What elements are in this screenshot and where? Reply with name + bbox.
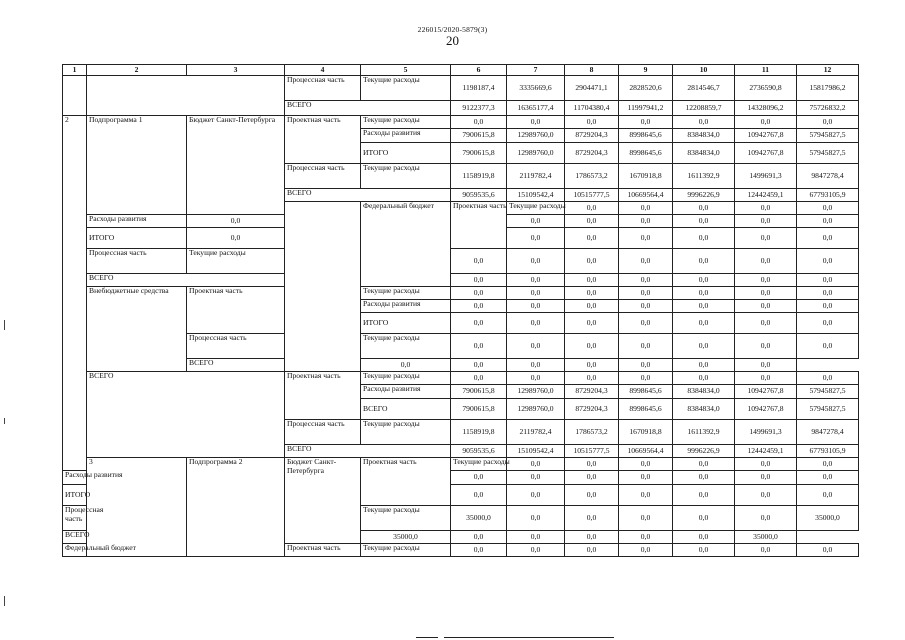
- value-cell: 15109542,4: [507, 189, 565, 202]
- funding-source-cell: Бюджет Санкт-Петербурга: [285, 458, 361, 544]
- value-cell: 0,0: [565, 202, 619, 215]
- value-cell: 0,0: [451, 359, 507, 372]
- value-cell: 8998645,6: [619, 129, 673, 143]
- value-cell: 0,0: [187, 228, 285, 249]
- value-cell: 0,0: [673, 372, 735, 385]
- value-cell: 0,0: [797, 202, 859, 215]
- value-cell: 0,0: [507, 228, 565, 249]
- value-cell: 35000,0: [797, 506, 859, 531]
- expense-type-cell: Расходы развития: [87, 215, 187, 228]
- part-cell: Процессная часть: [187, 334, 285, 359]
- value-cell: 10942767,8: [735, 385, 797, 399]
- funding-source-cell: Федеральный бюджет: [361, 202, 451, 287]
- part-cell: Проектная часть: [187, 287, 285, 334]
- value-cell: 8729204,3: [565, 385, 619, 399]
- value-cell: 0,0: [673, 506, 735, 531]
- expense-type-cell: Расходы развития: [361, 129, 451, 143]
- value-cell: 10942767,8: [735, 399, 797, 420]
- budget-table: [62, 64, 859, 557]
- value-cell: 0,0: [673, 202, 735, 215]
- part-cell: Проектная часть: [285, 544, 361, 557]
- value-cell: 0,0: [673, 287, 735, 300]
- subprogram-cell: Подпрограмма 1: [87, 116, 187, 215]
- value-cell: 8384834,0: [673, 399, 735, 420]
- value-cell: 3335669,6: [507, 76, 565, 101]
- expense-type-cell: Расходы развития: [63, 471, 87, 485]
- value-cell: 9059535,6: [451, 445, 507, 458]
- expense-type-cell: Текущие расходы: [361, 544, 451, 557]
- value-cell: 67793105,9: [797, 189, 859, 202]
- value-cell: 10669564,4: [619, 189, 673, 202]
- value-cell: 0,0: [735, 116, 797, 129]
- value-cell: 0,0: [673, 334, 735, 359]
- bottom-rule: [416, 637, 438, 638]
- value-cell: 0,0: [451, 372, 507, 385]
- value-cell: 0,0: [673, 300, 735, 313]
- value-cell: 0,0: [797, 458, 859, 471]
- expense-type-cell: ИТОГО: [87, 228, 187, 249]
- value-cell: 7900615,8: [451, 385, 507, 399]
- value-cell: 0,0: [735, 359, 797, 372]
- value-cell: 12208859,7: [673, 101, 735, 116]
- subprogram-cell: [285, 202, 361, 372]
- bottom-rule: [444, 637, 614, 638]
- value-cell: 0,0: [187, 215, 285, 228]
- value-cell: 1786573,2: [565, 164, 619, 189]
- value-cell: 8729204,3: [565, 129, 619, 143]
- page-number: 20: [446, 33, 459, 48]
- row-number-cell: [63, 76, 87, 116]
- value-cell: 1198187,4: [451, 76, 507, 101]
- value-cell: 1611392,9: [673, 420, 735, 445]
- column-number-row: [63, 65, 859, 76]
- value-cell: 0,0: [507, 287, 565, 300]
- program-cell: [87, 76, 285, 116]
- part-cell: Процессная часть: [63, 506, 87, 531]
- value-cell: 0,0: [451, 544, 507, 557]
- value-cell: 9122377,3: [451, 101, 507, 116]
- value-cell: 0,0: [673, 471, 735, 485]
- value-cell: 0,0: [565, 458, 619, 471]
- value-cell: 0,0: [735, 372, 797, 385]
- table-row: [63, 458, 859, 471]
- funding-source-cell: Внебюджетные средства: [87, 287, 187, 372]
- value-cell: 0,0: [797, 228, 859, 249]
- total-label-cell: ВСЕГО: [63, 531, 187, 544]
- row-number-cell: 2: [63, 116, 87, 471]
- value-cell: 0,0: [735, 544, 797, 557]
- value-cell: 0,0: [619, 202, 673, 215]
- value-cell: 0,0: [451, 313, 507, 334]
- value-cell: 12442459,1: [735, 445, 797, 458]
- expense-type-cell: Расходы развития: [361, 385, 451, 399]
- value-cell: 0,0: [797, 544, 859, 557]
- value-cell: 0,0: [735, 202, 797, 215]
- part-cell: Процессная часть: [285, 420, 361, 445]
- value-cell: 8384834,0: [673, 129, 735, 143]
- document-id: 226015/2020-5879(3): [417, 25, 488, 34]
- value-cell: 0,0: [507, 313, 565, 334]
- expense-type-cell: Текущие расходы: [361, 287, 451, 300]
- expense-type-cell: ИТОГО: [361, 143, 451, 164]
- value-cell: 1611392,9: [673, 164, 735, 189]
- value-cell: 0,0: [735, 228, 797, 249]
- value-cell: 11704380,4: [565, 101, 619, 116]
- value-cell: 0,0: [797, 334, 859, 359]
- value-cell: 0,0: [565, 287, 619, 300]
- value-cell: 0,0: [619, 544, 673, 557]
- expense-type-cell: Текущие расходы: [361, 506, 451, 531]
- expense-type-cell: Текущие расходы: [361, 116, 451, 129]
- value-cell: 0,0: [619, 228, 673, 249]
- value-cell: 0,0: [619, 313, 673, 334]
- value-cell: 0,0: [619, 249, 673, 274]
- table-row: [63, 76, 859, 101]
- total-label-cell: ВСЕГО: [187, 359, 361, 372]
- value-cell: 0,0: [797, 300, 859, 313]
- value-cell: 1670918,8: [619, 420, 673, 445]
- value-cell: 35000,0: [451, 506, 507, 531]
- value-cell: 0,0: [619, 116, 673, 129]
- value-cell: 0,0: [507, 372, 565, 385]
- expense-type-cell: Текущие расходы: [361, 372, 451, 385]
- value-cell: 0,0: [507, 458, 565, 471]
- part-cell: Проектная часть: [285, 116, 361, 164]
- expense-type-cell: Текущие расходы: [361, 334, 451, 359]
- part-cell: Процессная часть: [285, 164, 361, 189]
- value-cell: 0,0: [735, 506, 797, 531]
- value-cell: 75726832,2: [797, 101, 859, 116]
- expense-type-cell: Текущие расходы: [361, 420, 451, 445]
- part-cell: Процессная часть: [285, 76, 361, 101]
- value-cell: 0,0: [565, 274, 619, 287]
- column-number: 2: [87, 65, 187, 76]
- table-row: [63, 531, 859, 544]
- value-cell: 0,0: [565, 372, 619, 385]
- value-cell: 0,0: [735, 215, 797, 228]
- value-cell: 0,0: [451, 274, 507, 287]
- value-cell: 9059535,6: [451, 189, 507, 202]
- left-margin-mark: [4, 596, 5, 606]
- value-cell: 11997941,2: [619, 101, 673, 116]
- value-cell: 7900615,8: [451, 399, 507, 420]
- part-cell: Проектная часть: [451, 202, 507, 249]
- value-cell: 0,0: [673, 313, 735, 334]
- expense-type-cell: Текущие расходы: [187, 249, 285, 274]
- value-cell: 14328096,2: [735, 101, 797, 116]
- value-cell: 0,0: [797, 372, 859, 385]
- column-number: 11: [735, 65, 797, 76]
- value-cell: 0,0: [565, 313, 619, 334]
- value-cell: 0,0: [735, 485, 797, 506]
- value-cell: 0,0: [735, 313, 797, 334]
- total-label-cell: ВСЕГО: [285, 101, 451, 116]
- expense-type-cell: Расходы развития: [361, 300, 451, 313]
- table-row: [63, 287, 859, 300]
- value-cell: 0,0: [565, 334, 619, 359]
- value-cell: 0,0: [451, 249, 507, 274]
- value-cell: 0,0: [673, 215, 735, 228]
- value-cell: 12989760,0: [507, 385, 565, 399]
- expense-type-cell: ИТОГО: [63, 485, 87, 506]
- value-cell: 10515777,5: [565, 445, 619, 458]
- value-cell: 0,0: [619, 334, 673, 359]
- value-cell: 0,0: [565, 531, 619, 544]
- value-cell: 0,0: [451, 300, 507, 313]
- total-label-cell: ВСЕГО: [285, 189, 451, 202]
- value-cell: 0,0: [619, 471, 673, 485]
- value-cell: 0,0: [673, 544, 735, 557]
- value-cell: 0,0: [797, 287, 859, 300]
- value-cell: 0,0: [619, 458, 673, 471]
- value-cell: 0,0: [507, 274, 565, 287]
- value-cell: 16365177,4: [507, 101, 565, 116]
- value-cell: 35000,0: [735, 531, 797, 544]
- column-number: 7: [507, 65, 565, 76]
- value-cell: 67793105,9: [797, 445, 859, 458]
- value-cell: 0,0: [507, 215, 565, 228]
- total-label-cell: ВСЕГО: [87, 274, 285, 287]
- funding-source-cell: Федеральный бюджет: [63, 544, 87, 557]
- left-margin-mark: [4, 418, 5, 424]
- value-cell: 12989760,0: [507, 399, 565, 420]
- value-cell: 0,0: [735, 458, 797, 471]
- value-cell: 0,0: [673, 359, 735, 372]
- value-cell: 0,0: [619, 372, 673, 385]
- value-cell: 0,0: [565, 506, 619, 531]
- value-cell: 0,0: [673, 228, 735, 249]
- expense-type-cell: Текущие расходы: [451, 458, 507, 471]
- value-cell: 1158919,8: [451, 164, 507, 189]
- expense-type-cell: ИТОГО: [361, 313, 451, 334]
- value-cell: 2904471,1: [565, 76, 619, 101]
- value-cell: 0,0: [507, 544, 565, 557]
- left-margin-mark: [4, 320, 5, 330]
- value-cell: 0,0: [565, 359, 619, 372]
- value-cell: 0,0: [565, 544, 619, 557]
- table-row: [63, 372, 859, 385]
- column-number: 4: [285, 65, 361, 76]
- value-cell: 0,0: [673, 531, 735, 544]
- expense-type-cell: Текущие расходы: [361, 164, 451, 189]
- value-cell: 0,0: [451, 334, 507, 359]
- value-cell: 0,0: [451, 485, 507, 506]
- value-cell: 0,0: [797, 274, 859, 287]
- expense-type-cell: Текущие расходы: [361, 76, 451, 101]
- row-number-cell: 3: [87, 458, 187, 557]
- value-cell: 1158919,8: [451, 420, 507, 445]
- value-cell: 12989760,0: [507, 129, 565, 143]
- value-cell: 9996226,9: [673, 189, 735, 202]
- column-number: 8: [565, 65, 619, 76]
- value-cell: 2119782,4: [507, 164, 565, 189]
- value-cell: 0,0: [619, 485, 673, 506]
- value-cell: 0,0: [797, 485, 859, 506]
- value-cell: 0,0: [735, 274, 797, 287]
- value-cell: 0,0: [619, 359, 673, 372]
- subprogram-total-cell: ВСЕГО: [87, 372, 285, 458]
- subprogram-cell: Подпрограмма 2: [187, 458, 285, 557]
- value-cell: 0,0: [619, 274, 673, 287]
- value-cell: 0,0: [565, 300, 619, 313]
- value-cell: 8998645,6: [619, 143, 673, 164]
- value-cell: 0,0: [565, 215, 619, 228]
- value-cell: 0,0: [451, 287, 507, 300]
- value-cell: 0,0: [673, 458, 735, 471]
- value-cell: 8729204,3: [565, 143, 619, 164]
- funding-source-cell: Бюджет Санкт-Петербурга: [187, 116, 285, 215]
- value-cell: 10669564,4: [619, 445, 673, 458]
- column-number: 3: [187, 65, 285, 76]
- value-cell: 9996226,9: [673, 445, 735, 458]
- part-cell: Проектная часть: [285, 372, 361, 420]
- value-cell: 0,0: [565, 228, 619, 249]
- value-cell: 1499691,3: [735, 420, 797, 445]
- value-cell: 57945827,5: [797, 385, 859, 399]
- column-number: 1: [63, 65, 87, 76]
- value-cell: 0,0: [735, 334, 797, 359]
- value-cell: 9847278,4: [797, 164, 859, 189]
- value-cell: 0,0: [673, 485, 735, 506]
- value-cell: 10942767,8: [735, 129, 797, 143]
- table-row: [63, 274, 859, 287]
- value-cell: 0,0: [507, 506, 565, 531]
- value-cell: 0,0: [619, 215, 673, 228]
- value-cell: 0,0: [735, 300, 797, 313]
- value-cell: 12442459,1: [735, 189, 797, 202]
- value-cell: 2119782,4: [507, 420, 565, 445]
- value-cell: 0,0: [451, 531, 507, 544]
- value-cell: 7900615,8: [451, 129, 507, 143]
- value-cell: 0,0: [507, 116, 565, 129]
- value-cell: 0,0: [507, 485, 565, 506]
- value-cell: 0,0: [797, 249, 859, 274]
- value-cell: 0,0: [797, 215, 859, 228]
- value-cell: 1499691,3: [735, 164, 797, 189]
- value-cell: 0,0: [619, 300, 673, 313]
- value-cell: 2828520,6: [619, 76, 673, 101]
- value-cell: 0,0: [735, 287, 797, 300]
- value-cell: 0,0: [619, 531, 673, 544]
- column-number: 6: [451, 65, 507, 76]
- value-cell: 0,0: [735, 471, 797, 485]
- value-cell: 1670918,8: [619, 164, 673, 189]
- column-number: 9: [619, 65, 673, 76]
- value-cell: 2736590,8: [735, 76, 797, 101]
- value-cell: 0,0: [565, 116, 619, 129]
- part-cell: Процессная часть: [87, 249, 187, 274]
- value-cell: 12989760,0: [507, 143, 565, 164]
- value-cell: 57945827,5: [797, 399, 859, 420]
- column-number: 5: [361, 65, 451, 76]
- value-cell: 0,0: [797, 116, 859, 129]
- value-cell: 0,0: [619, 506, 673, 531]
- column-number: 12: [797, 65, 859, 76]
- value-cell: 8998645,6: [619, 385, 673, 399]
- value-cell: 0,0: [451, 116, 507, 129]
- value-cell: 0,0: [361, 359, 451, 372]
- value-cell: 0,0: [735, 249, 797, 274]
- value-cell: 0,0: [507, 359, 565, 372]
- value-cell: 8384834,0: [673, 385, 735, 399]
- value-cell: 0,0: [507, 249, 565, 274]
- value-cell: 1786573,2: [565, 420, 619, 445]
- value-cell: 0,0: [507, 334, 565, 359]
- value-cell: 15817986,2: [797, 76, 859, 101]
- value-cell: 0,0: [565, 471, 619, 485]
- value-cell: 35000,0: [361, 531, 451, 544]
- value-cell: 0,0: [451, 471, 507, 485]
- value-cell: 10515777,5: [565, 189, 619, 202]
- table-row: [63, 249, 859, 274]
- value-cell: 57945827,5: [797, 143, 859, 164]
- value-cell: 8384834,0: [673, 143, 735, 164]
- value-cell: 57945827,5: [797, 129, 859, 143]
- value-cell: 0,0: [673, 274, 735, 287]
- value-cell: 0,0: [565, 485, 619, 506]
- value-cell: 0,0: [673, 249, 735, 274]
- value-cell: 0,0: [507, 471, 565, 485]
- value-cell: 7900615,8: [451, 143, 507, 164]
- value-cell: 8729204,3: [565, 399, 619, 420]
- value-cell: 0,0: [797, 471, 859, 485]
- value-cell: 0,0: [565, 249, 619, 274]
- value-cell: 2814546,7: [673, 76, 735, 101]
- expense-type-cell: Текущие расходы: [507, 202, 565, 215]
- value-cell: 9847278,4: [797, 420, 859, 445]
- value-cell: 8998645,6: [619, 399, 673, 420]
- value-cell: 15109542,4: [507, 445, 565, 458]
- value-cell: 10942767,8: [735, 143, 797, 164]
- table-row: [63, 116, 859, 129]
- value-cell: 0,0: [673, 116, 735, 129]
- value-cell: 0,0: [797, 313, 859, 334]
- value-cell: 0,0: [507, 531, 565, 544]
- value-cell: 0,0: [619, 287, 673, 300]
- value-cell: 0,0: [507, 300, 565, 313]
- column-number: 10: [673, 65, 735, 76]
- total-label-cell: ВСЕГО: [285, 445, 451, 458]
- part-cell: Проектная часть: [361, 458, 451, 506]
- expense-type-cell: ВСЕГО: [361, 399, 451, 420]
